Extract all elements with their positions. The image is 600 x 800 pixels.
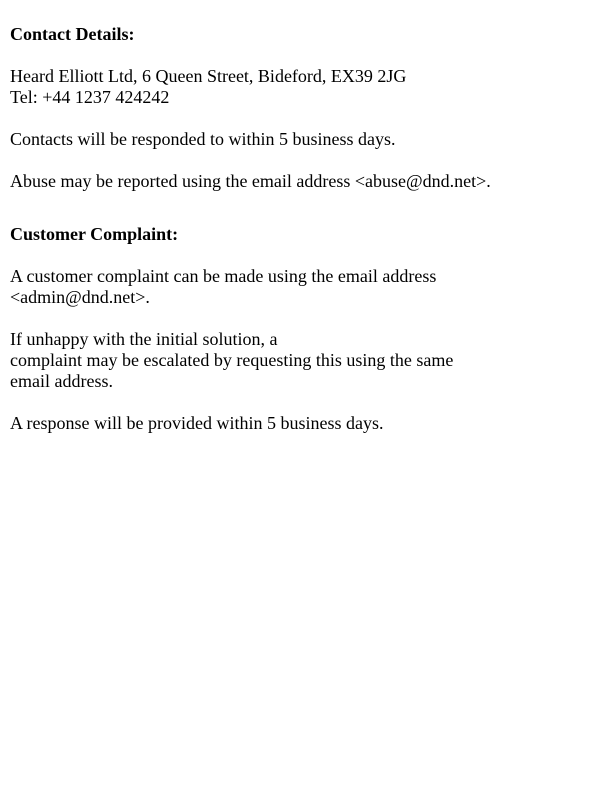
- complaint-escalation-paragraph: [10, 329, 600, 392]
- escalation-line: email address.: [10, 371, 113, 391]
- abuse-report-text: Abuse may be reported using the email address <abuse@dnd.net>.: [10, 171, 491, 191]
- contact-details-section: [10, 24, 600, 192]
- contact-details-heading: Contact Details:: [10, 24, 135, 44]
- response-time-text: Contacts will be responded to within 5 business days.: [10, 129, 396, 149]
- complaint-response-text: A response will be provided within 5 business days.: [10, 413, 384, 433]
- complaint-intro-line: A customer complaint can be made using the email address: [10, 266, 437, 286]
- customer-complaint-heading: Customer Complaint:: [10, 224, 179, 244]
- customer-complaint-section: [10, 224, 600, 434]
- company-address: Heard Elliott Ltd, 6 Queen Street, Bideford, EX39 2JG: [10, 66, 407, 86]
- escalation-line: complaint may be escalated by requesting this using the same: [10, 350, 454, 370]
- escalation-line: If unhappy with the initial solution, a: [10, 329, 278, 349]
- telephone-number: Tel: +44 1237 424242: [10, 87, 170, 107]
- complaint-email: <admin@dnd.net>.: [10, 287, 150, 307]
- contact-address-block: [10, 66, 600, 108]
- complaint-intro-paragraph: [10, 266, 600, 308]
